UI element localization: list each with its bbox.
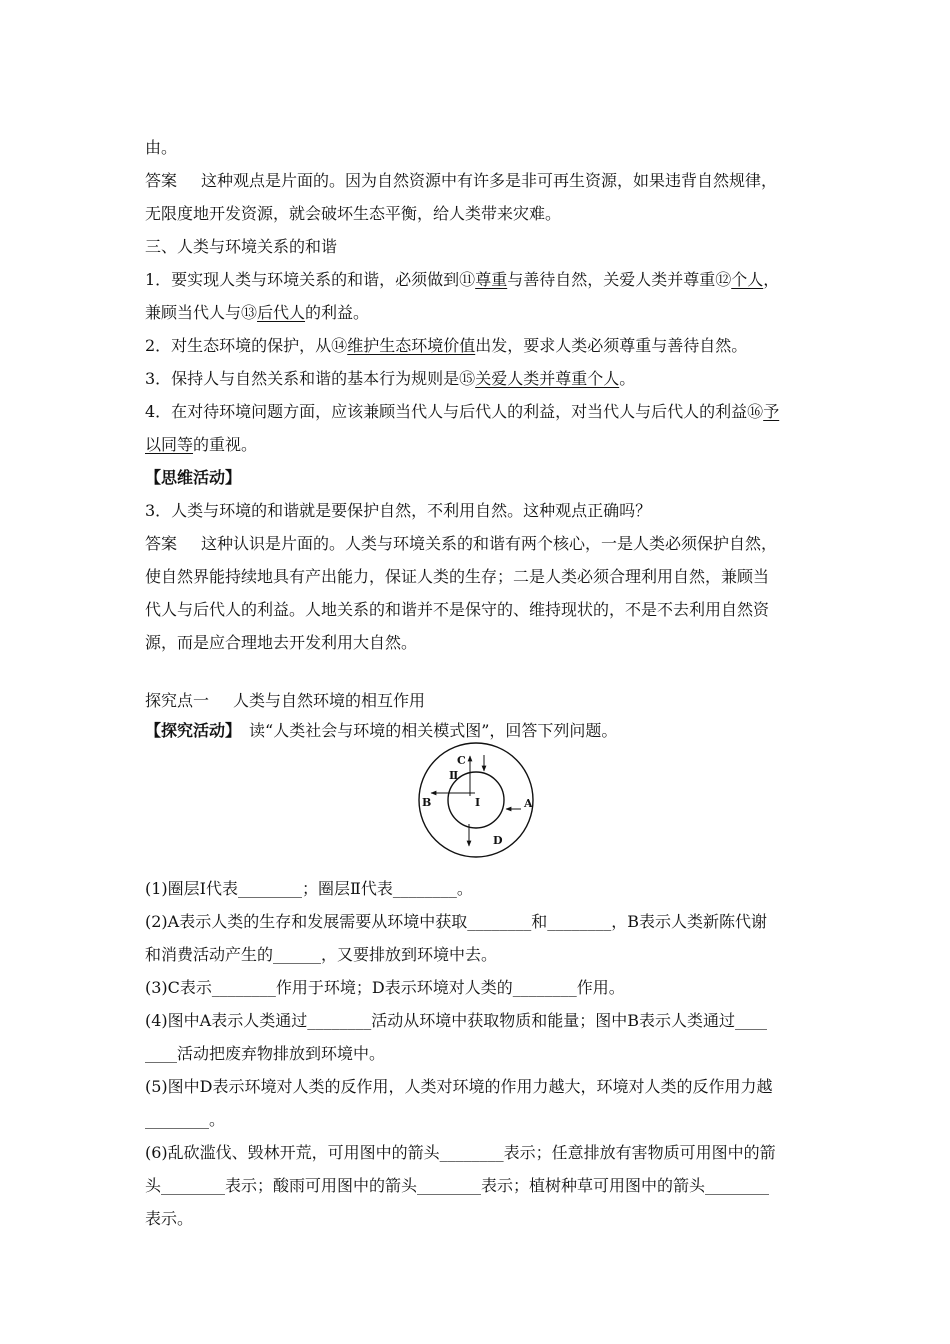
answer-1-cont [145, 203, 561, 225]
answer-3-cont [145, 599, 769, 621]
text: 4．在对待环境问题方面，应该兼顾当代人与后代人的利益，对当代人与后代人的利益⑯ [145, 402, 764, 421]
fill-answer: 维护生态环境价值 [347, 336, 476, 355]
text: 1．要实现人类与环境关系的和谐，必须做到⑪ [145, 270, 476, 289]
text: 2．对生态环境的保护，从⑭ [145, 336, 348, 355]
question-3 [145, 977, 625, 999]
item-2 [145, 335, 747, 357]
item-1-cont [145, 302, 369, 324]
text: (1)圈层Ⅰ代表________；圈层Ⅱ代表________。 [145, 879, 473, 898]
text: 头________表示；酸雨可用图中的箭头________表示；植树种草可用图中的箭头________ [145, 1176, 770, 1195]
question-6-cont [145, 1175, 769, 1197]
answer-3 [145, 533, 777, 555]
question-4 [145, 1010, 767, 1032]
fill-answer: 后代人 [257, 303, 306, 322]
question-2 [145, 911, 767, 933]
question-2-cont [145, 944, 497, 966]
fill-answer: 以同等 [145, 435, 194, 454]
text: 【思维活动】 [145, 468, 242, 487]
label-c: C [457, 754, 466, 767]
text: 由。 [145, 138, 178, 157]
text: 和消费活动产生的______，又要排放到环境中去。 [145, 945, 498, 964]
answer-label: 答案 [145, 534, 178, 553]
label-a: A [524, 797, 533, 810]
question-5 [145, 1076, 773, 1098]
fill-answer: 个人 [731, 270, 764, 289]
text: 的利益。 [305, 303, 370, 322]
label-ii: Ⅱ [449, 769, 459, 782]
question-1 [145, 878, 473, 900]
fill-answer: 尊重 [475, 270, 508, 289]
text: 3．人类与环境的和谐就是要保护自然，不利用自然。这种观点正确吗？ [145, 501, 652, 520]
label-i: I [475, 796, 481, 809]
text: 的重视。 [193, 435, 258, 454]
item-3 [145, 368, 635, 390]
item-4-cont [145, 434, 257, 456]
answer-1 [145, 170, 777, 192]
question-3 [145, 500, 651, 522]
item-1 [145, 269, 779, 291]
fill-answer: 予 [763, 402, 780, 421]
text: 3．保持人与自然关系和谐的基本行为规则是⑮ [145, 369, 476, 388]
text: 代人与后代人的利益。人地关系的和谐并不是保守的、维持现状的，不是不去利用自然资 [145, 600, 770, 619]
answer-3-cont [145, 632, 417, 654]
fill-answer: 关爱人类并尊重个人 [475, 369, 620, 388]
question-5-cont [145, 1109, 225, 1131]
text: 出发，要求人类必须尊重与善待自然。 [475, 336, 748, 355]
text: 探究点一 [145, 691, 210, 710]
text: ， [763, 270, 780, 289]
item-4 [145, 401, 779, 423]
text: ________。 [145, 1110, 226, 1129]
text: 无限度地开发资源，就会破坏生态平衡，给人类带来灾难。 [145, 204, 562, 223]
label-b: B [422, 796, 432, 809]
question-6 [145, 1142, 776, 1164]
thinking-activity-heading [145, 467, 241, 489]
text: 使自然界能持续地具有产出能力，保证人类的生存；二是人类必须合理利用自然，兼顾当 [145, 567, 770, 586]
text: (3)C表示________作用于环境；D表示环境对人类的________作用。 [145, 978, 625, 997]
human-environment-model-diagram [413, 741, 540, 859]
text: 兼顾当代人与⑬ [145, 303, 258, 322]
text: 与善待自然，关爱人类并尊重⑫ [507, 270, 732, 289]
text: 源，而是应合理地去开发利用大自然。 [145, 633, 418, 652]
text: ____活动把废弃物排放到环境中。 [145, 1044, 386, 1063]
inquiry-activity-label: 【探究活动】 [145, 721, 242, 740]
inquiry-activity [145, 720, 617, 742]
text: 三、人类与环境关系的和谐 [145, 237, 338, 256]
question-4-cont [145, 1043, 385, 1065]
answer-label: 答案 [145, 171, 178, 190]
text: 读“人类社会与环境的相关模式图”，回答下列问题。 [249, 721, 618, 740]
text: (5)图中D表示环境对人类的反作用，人类对环境的作用力越大，环境对人类的反作用力越 [145, 1077, 773, 1096]
question-6-cont [145, 1208, 193, 1230]
text: (6)乱砍滥伐、毁林开荒，可用图中的箭头________表示；任意排放有害物质可用图中的箭 [145, 1143, 776, 1162]
answer-text: 这种认识是片面的。人类与环境关系的和谐有两个核心，一是人类必须保护自然， [201, 534, 778, 553]
text: 人类与自然环境的相互作用 [233, 691, 426, 710]
text: 。 [619, 369, 636, 388]
label-d: D [493, 834, 503, 847]
text: (2)A表示人类的生存和发展需要从环境中获取________和________，B表示人类新陈代谢 [145, 912, 767, 931]
text: 表示。 [145, 1209, 194, 1228]
answer-3-cont [145, 566, 769, 588]
section-heading [145, 236, 337, 258]
inquiry-point-heading [145, 690, 425, 712]
line-continuation [145, 137, 177, 159]
answer-text: 这种观点是片面的。因为自然资源中有许多是非可再生资源，如果违背自然规律， [201, 171, 778, 190]
text: (4)图中A表示人类通过________活动从环境中获取物质和能量；图中B表示人类通过____ [145, 1011, 767, 1030]
